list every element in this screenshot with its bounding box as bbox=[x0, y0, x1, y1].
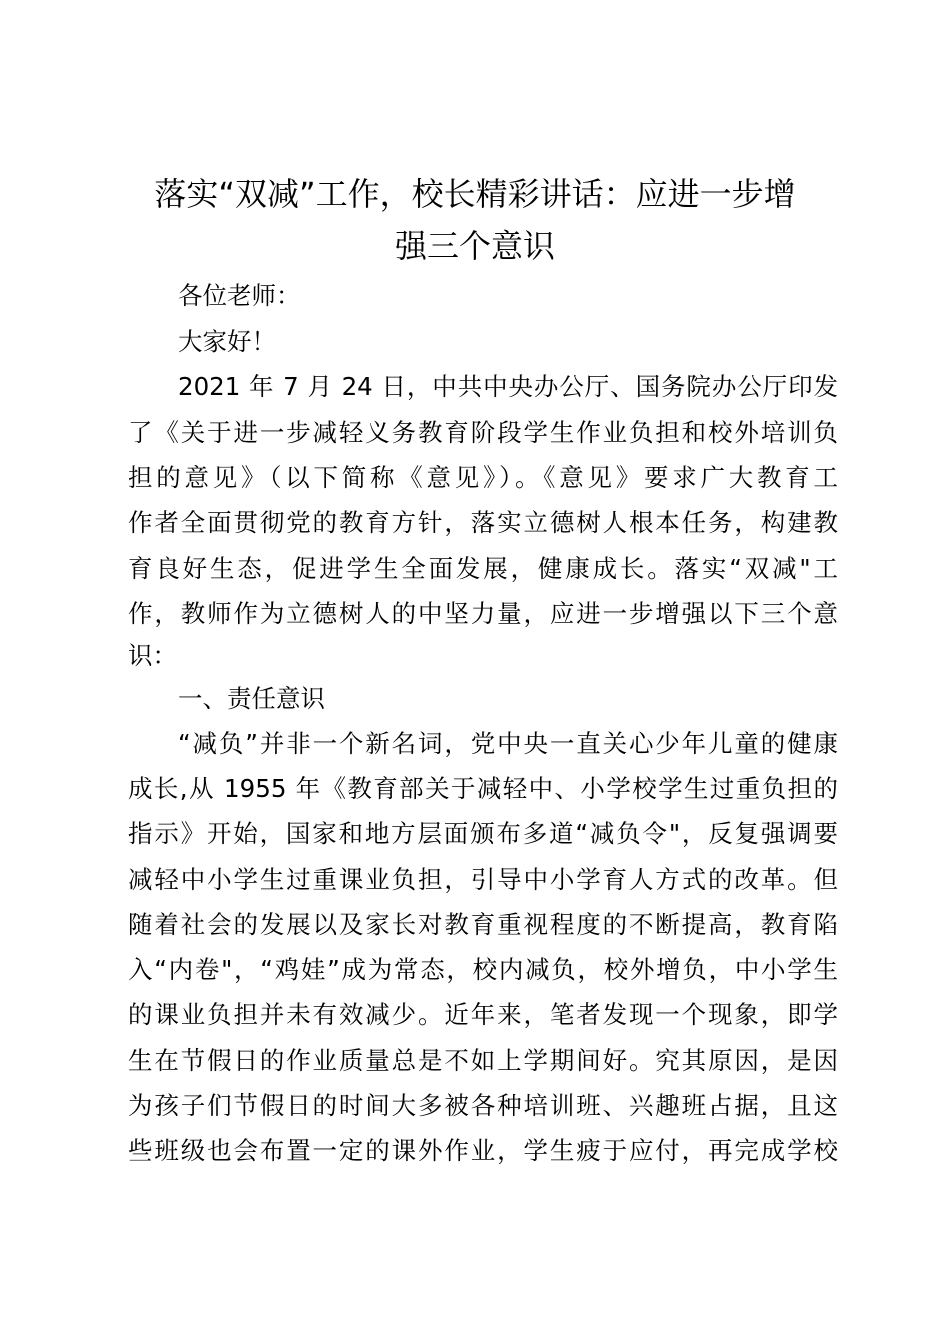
section-heading: 一、责任意识 bbox=[178, 684, 325, 713]
body-line: 随着社会的发展以及家长对教育重视程度的不断提高，教育陷 bbox=[128, 910, 838, 939]
salutation: 各位老师： bbox=[178, 281, 301, 310]
body-line: 生在节假日的作业质量总是不如上学期间好。究其原因，是因 bbox=[128, 1046, 838, 1075]
body-line: 作，教师作为立德树人的中坚力量，应进一步增强以下三个意 bbox=[128, 599, 838, 628]
body-line: 成长,从 1955 年《教育部关于减轻中、小学校学生过重负担的 bbox=[128, 774, 838, 803]
body-line: 担的意见》（以下简称《意见》）。《意见》要求广大教育工 bbox=[128, 463, 838, 492]
body-line: 育良好生态，促进学生全面发展，健康成长。落实“双减"工 bbox=[128, 554, 838, 583]
body-line: 了《关于进一步减轻义务教育阶段学生作业负担和校外培训负 bbox=[128, 418, 838, 447]
greeting: 大家好！ bbox=[178, 327, 276, 356]
document-title-line-2: 强三个意识 bbox=[394, 227, 555, 265]
body-line: “减负”并非一个新名词，党中央一直关心少年儿童的健康 bbox=[178, 729, 838, 758]
body-line: 的课业负担并未有效减少。近年来，笔者发现一个现象，即学 bbox=[128, 1000, 838, 1029]
body-line: 入“内卷"，“鸡娃”成为常态，校内减负，校外增负，中小学生 bbox=[128, 955, 838, 984]
body-line: 为孩子们节假日的时间大多被各种培训班、兴趣班占据，且这 bbox=[128, 1091, 838, 1120]
document-title-line-1: 落实“双减”工作，校长精彩讲话：应进一步增 bbox=[154, 175, 796, 213]
body-line: 减轻中小学生过重课业负担，引导中小学育人方式的改革。但 bbox=[128, 865, 838, 894]
body-line: 2021 年 7 月 24 日，中共中央办公厅、国务院办公厅印发 bbox=[178, 372, 838, 401]
body-line: 识： bbox=[128, 641, 177, 670]
body-line: 些班级也会布置一定的课外作业，学生疲于应付，再完成学校 bbox=[128, 1136, 838, 1165]
body-line: 指示》开始，国家和地方层面颁布多道“减负令"，反复强调要 bbox=[128, 819, 838, 848]
body-line: 作者全面贯彻党的教育方针，落实立德树人根本任务，构建教 bbox=[128, 508, 838, 537]
